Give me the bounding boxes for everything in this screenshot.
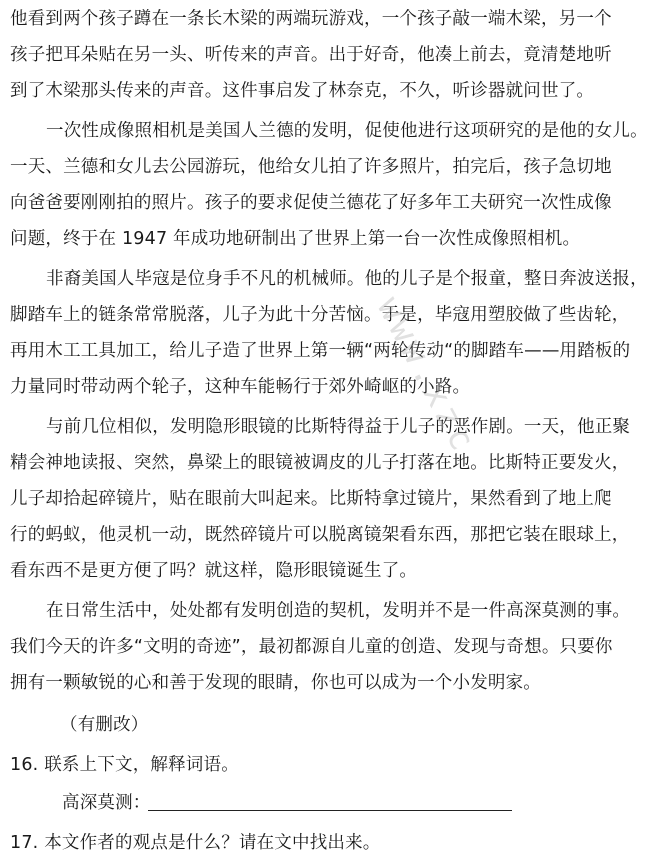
question-16: 16. 联系上下文，解释词语。 — [10, 755, 239, 775]
paragraph-2-line-1: 一次性成像照相机是美国人兰德的发明，促使他进行这项研究的是他的女儿。 — [46, 121, 648, 141]
paragraph-3-line-4: 力量同时带动两个轮子，这种车能畅行于郊外崎岖的小路。 — [10, 377, 471, 397]
paragraph-5-line-1: 在日常生活中，处处都有发明创造的契机，发明并不是一件高深莫测的事。 — [46, 601, 631, 621]
paragraph-2-line-3: 向爸爸要刚刚拍的照片。孩子的要求促使兰德花了好多年工夫研究一次性成像 — [10, 193, 612, 213]
question-16-item-label: 高深莫测： — [62, 793, 151, 813]
paragraph-4-line-1: 与前几位相似，发明隐形眼镜的比斯特得益于儿子的恶作剧。一天，他正聚 — [46, 417, 631, 437]
paragraph-3-line-2: 脚踏车上的链条常常脱落，儿子为此十分苦恼。于是，毕寇用塑胶做了些齿轮， — [10, 305, 630, 325]
paragraph-4-line-5: 看东西不是更方便了吗？就这样，隐形眼镜诞生了。 — [10, 561, 418, 581]
paragraph-5-line-2: 我们今天的许多“文明的奇迹”，最初都源自儿童的创造、发现与奇想。只要你 — [10, 637, 613, 657]
paragraph-1-line-3: 到了木梁那头传来的声音。这件事启发了林奈克，不久，听诊器就问世了。 — [10, 81, 595, 101]
paragraph-3-line-3: 再用木工工具加工，给儿子造了世界上第一辆“两轮传动“的脚踏车——用踏板的 — [10, 341, 631, 361]
paragraph-3-line-1: 非裔美国人毕寇是位身手不凡的机械师。他的儿子是个报童，整日奔波送报， — [46, 269, 648, 289]
paragraph-4-line-3: 儿子却拾起碎镜片，贴在眼前大叫起来。比斯特拿过镜片，果然看到了地上爬 — [10, 489, 612, 509]
answer-blank-line[interactable] — [148, 810, 512, 811]
question-17: 17. 本文作者的观点是什么？请在文中找出来。 — [10, 833, 381, 853]
paragraph-2-line-2: 一天、兰德和女儿去公园游玩，他给女儿拍了许多照片，拍完后，孩子急切地 — [10, 157, 612, 177]
paragraph-2-line-4: 问题，终于在 1947 年成功地研制出了世界上第一台一次性成像照相机。 — [10, 229, 581, 249]
paragraph-1-line-2: 孩子把耳朵贴在另一头、听传来的声音。出于好奇，他凑上前去，竟清楚地听 — [10, 45, 612, 65]
paragraph-5-line-3: 拥有一颗敏锐的心和善于发现的眼睛，你也可以成为一个小发明家。 — [10, 673, 541, 693]
paragraph-4-line-4: 行的蚂蚁，他灵机一动，既然碎镜片可以脱离镜架看东西，那把它装在眼球上， — [10, 525, 630, 545]
edited-note: （有删改） — [60, 715, 149, 735]
watermark: www.xzc — [368, 290, 485, 461]
paragraph-4-line-2: 精会神地读报、突然，鼻梁上的眼镜被调皮的儿子打落在地。比斯特正要发火， — [10, 453, 630, 473]
paragraph-1-line-1: 他看到两个孩子蹲在一条长木梁的两端玩游戏，一个孩子敲一端木梁，另一个 — [10, 9, 612, 29]
